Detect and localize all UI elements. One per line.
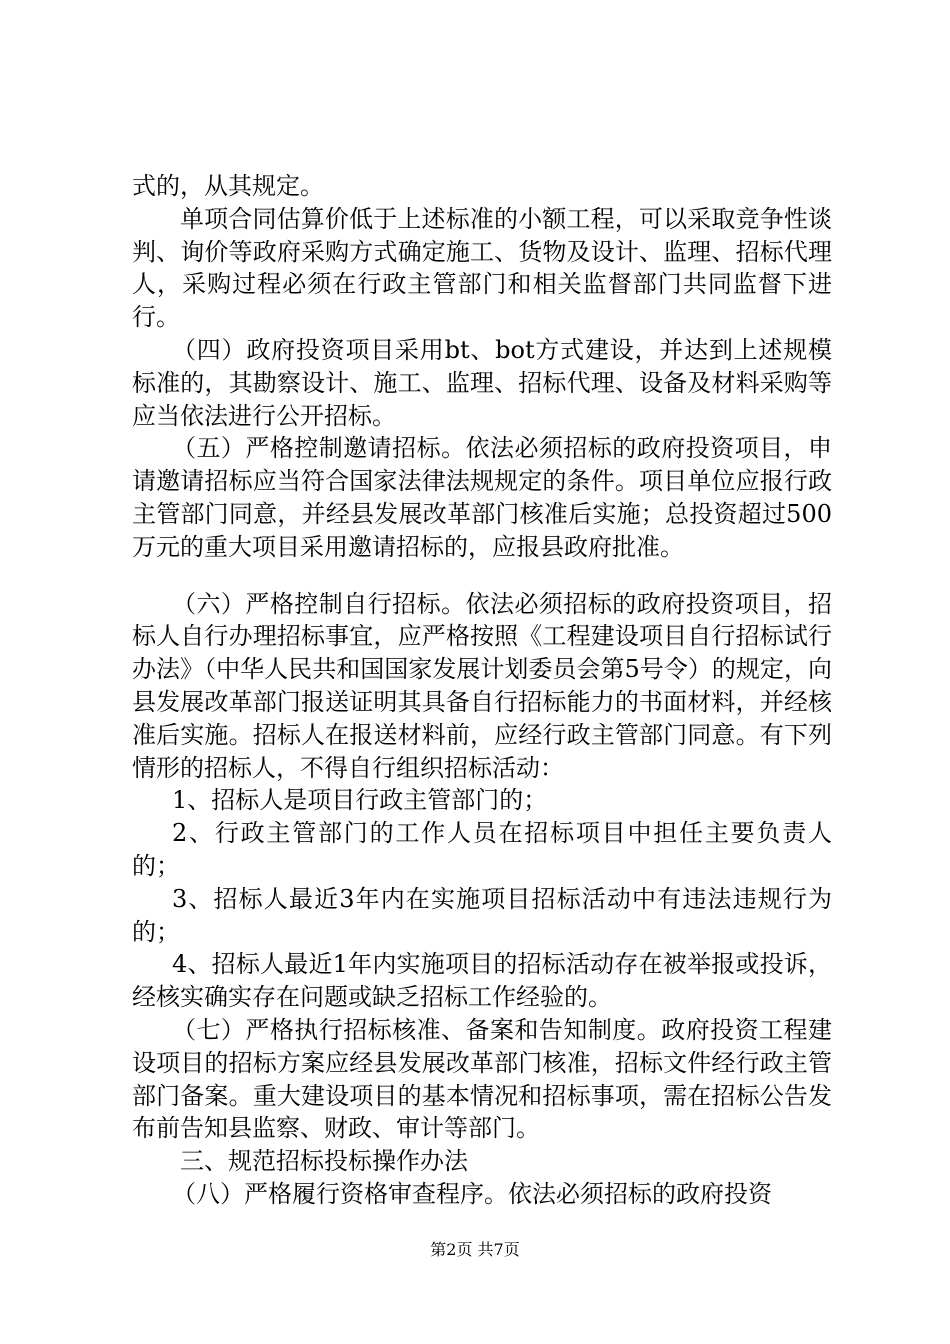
paragraph-item-7: （七）严格执行招标核准、备案和告知制度。政府投资工程建设项目的招标方案应经县发展改革部门核准，招标文件经行政主管部门备案。重大建设项目的基本情况和招标事项，需在招标公告发布前告知县监察、财政、审计等部门。: [132, 1015, 832, 1143]
paragraph-continuation: 式的，从其规定。: [132, 172, 324, 200]
paragraph-item-4: （四）政府投资项目采用bt、bot方式建设，并达到上述规模标准的，其勘察设计、施工、监理、招标代理、设备及材料采购等应当依法进行公开招标。: [132, 335, 832, 430]
paragraph-small-projects: 单项合同估算价低于上述标准的小额工程，可以采取竞争性谈判、询价等政府采购方式确定施工、货物及设计、监理、招标代理人，采购过程必须在行政主管部门和相关监督部门共同监督下进行。: [132, 204, 832, 332]
page-footer: 第2页 共7页: [430, 1240, 520, 1259]
paragraph-item-8: （八）严格履行资格审查程序。依法必须招标的政府投资: [172, 1179, 772, 1208]
section-heading-3: 三、规范招标投标操作办法: [180, 1147, 468, 1176]
paragraph-item-5: （五）严格控制邀请招标。依法必须招标的政府投资项目，申请邀请招标应当符合国家法律法规规定的条件。项目单位应报行政主管部门同意，并经县发展改革部门核准后实施；总投资超过500万元的重大项目采用邀请招标的，应报县政府批准。: [132, 434, 832, 561]
list-item-2: 2、行政主管部门的工作人员在招标项目中担任主要负责人的；: [132, 819, 832, 880]
list-item-1: 1、招标人是项目行政主管部门的；: [172, 786, 548, 815]
document-body: [132, 170, 832, 1211]
list-item-3: 3、招标人最近3年内在实施项目招标活动中有违法违规行为的；: [132, 884, 832, 946]
list-item-4: 4、招标人最近1年内实施项目的招标活动存在被举报或投诉，经核实确实存在问题或缺乏招标工作经验的。: [132, 950, 832, 1012]
paragraph-item-6: （六）严格控制自行招标。依法必须招标的政府投资项目，招标人自行办理招标事宜，应严格按照《工程建设项目自行招标试行办法》（中华人民共和国国家发展计划委员会第5号令）的规定，向县发展改革部门报送证明其具备自行招标能力的书面材料，并经核准后实施。招标人在报送材料前，应经行政主管部门同意。有下列情形的招标人，不得自行组织招标活动：: [132, 589, 832, 782]
